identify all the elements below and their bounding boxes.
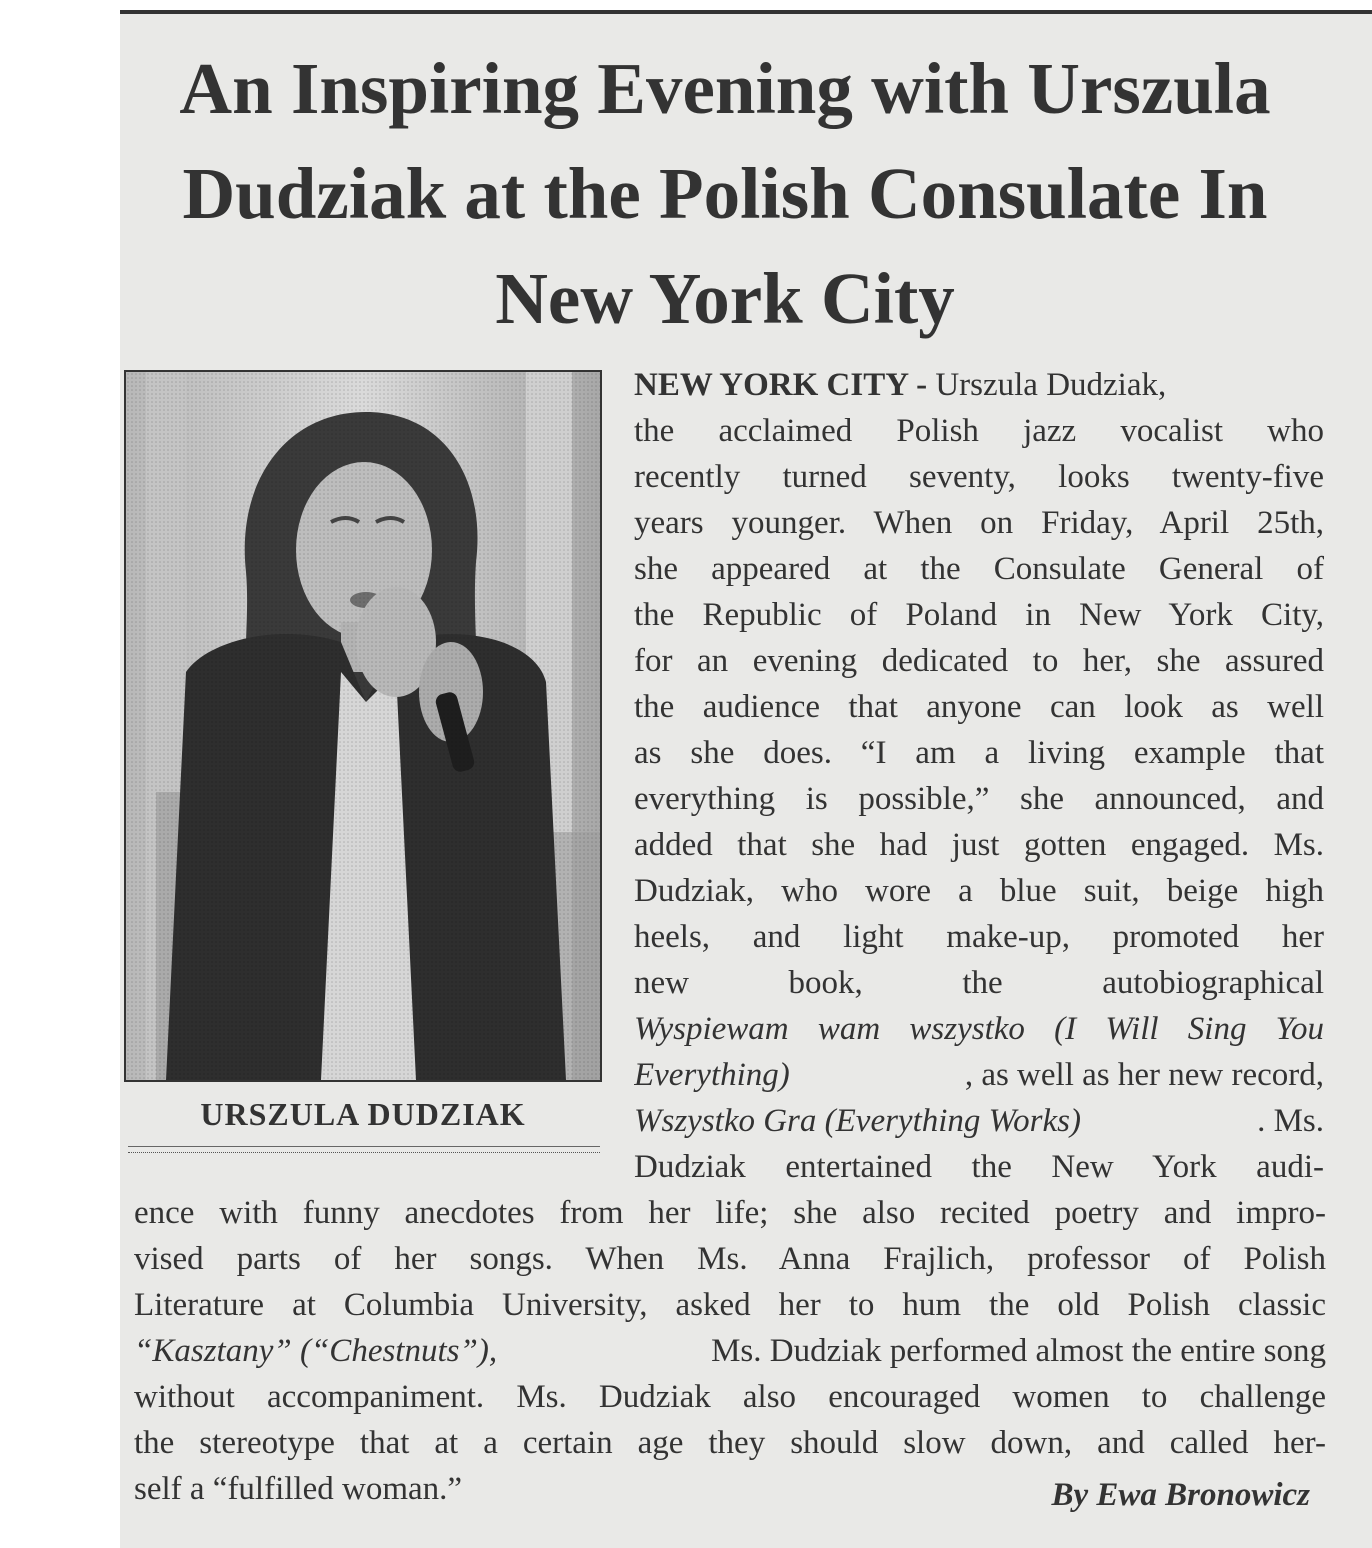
- body-line: the stereotype that at a certain age they should slow down, and called her-: [134, 1425, 1326, 1461]
- body-line: the acclaimed Polish jazz vocalist who: [634, 413, 1324, 449]
- book-title-end: Everything): [634, 1057, 790, 1093]
- body-line: Dudziak, who wore a blue suit, beige high: [634, 873, 1324, 909]
- body-line: new book, the autobiographical: [634, 965, 1324, 1001]
- body-line: for an evening dedicated to her, she assured: [634, 643, 1324, 679]
- body-line: everything is possible,” she announced, and: [634, 781, 1324, 817]
- body-line: recently turned seventy, looks twenty-five: [634, 459, 1324, 495]
- byline: By Ewa Bronowicz: [1051, 1477, 1310, 1513]
- body-line: Dudziak entertained the New York audi-: [634, 1149, 1324, 1185]
- body-text: Ms. Dudziak performed almost the entire song: [711, 1333, 1326, 1369]
- body-line: Literature at Columbia University, asked her to hum the old Polish classic: [134, 1287, 1326, 1323]
- caption-rule: [128, 1146, 600, 1153]
- body-line: vised parts of her songs. When Ms. Anna Frajlich, professor of Polish: [134, 1241, 1326, 1277]
- body-text: . Ms.: [1257, 1103, 1324, 1139]
- top-rule: [120, 10, 1372, 14]
- body-line: ence with funny anecdotes from her life; she also recited poetry and impro-: [134, 1195, 1326, 1231]
- body-line: the audience that anyone can look as well: [634, 689, 1324, 725]
- body-line: [634, 1098, 1324, 1144]
- song-title: “Kasztany” (“Chestnuts”),: [134, 1333, 498, 1369]
- body-line: heels, and light make-up, promoted her: [634, 919, 1324, 955]
- body-line: [634, 1052, 1324, 1098]
- body-line: she appeared at the Consulate General of: [634, 551, 1324, 587]
- body-line: added that she had just gotten engaged. Ms.: [634, 827, 1324, 863]
- dateline: NEW YORK CITY -: [634, 367, 928, 403]
- article-headline: An Inspiring Evening with Urszula Dudziak at the Polish Consulate In New York City: [179, 48, 1271, 339]
- body-line: the Republic of Poland in New York City,: [634, 597, 1324, 633]
- body-text: Urszula Dudziak,: [927, 367, 1167, 403]
- body-line: [134, 1328, 1326, 1374]
- body-text: , as well as her new record,: [964, 1057, 1324, 1093]
- body-line: years younger. When on Friday, April 25th,: [634, 505, 1324, 541]
- body-line: without accompaniment. Ms. Dudziak also encouraged women to challenge: [134, 1379, 1326, 1415]
- body-line: as she does. “I am a living example that: [634, 735, 1324, 771]
- body-line: self a “fulfilled woman.”: [134, 1471, 463, 1507]
- photo-urszula-dudziak: [124, 370, 602, 1082]
- article-lead-line: [634, 362, 1324, 408]
- record-title: Wszystko Gra (Everything Works): [634, 1103, 1081, 1139]
- photo-caption: URSZULA DUDZIAK: [200, 1096, 526, 1132]
- book-title-line: Wyspiewam wam wszystko (I Will Sing You: [634, 1011, 1324, 1047]
